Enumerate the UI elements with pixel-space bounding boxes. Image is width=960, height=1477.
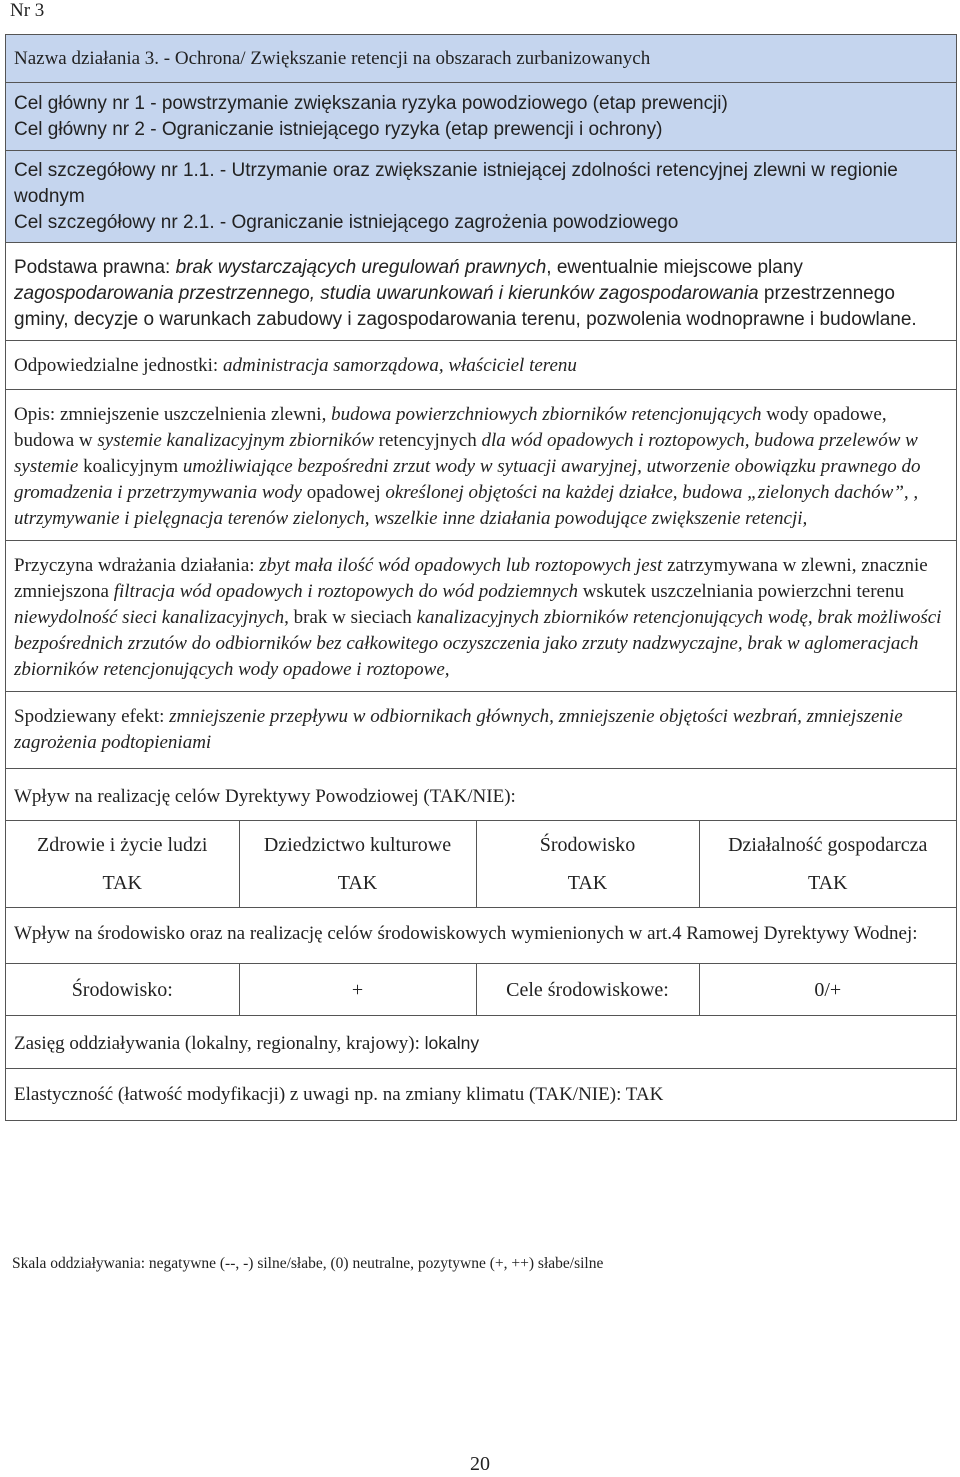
cause-italic-3: niewydolność sieci kanalizacyjnych	[14, 607, 285, 628]
expected-effect-value: zmniejszenie przepływu w odbiornikach głównych, zmniejszenie objętości wezbrań, zmniejszenie zagrożenia podtopieniami	[14, 706, 903, 753]
flood-column-environment	[476, 821, 699, 907]
flood-directive-label: Wpływ na realizację celów Dyrektywy Powodziowej (TAK/NIE):	[6, 769, 957, 821]
flood-column-value: TAK	[807, 872, 848, 894]
flood-column-economy	[699, 821, 956, 907]
description-label: Opis:	[14, 404, 60, 425]
water-directive-table	[6, 964, 956, 1015]
responsible-label: Odpowiedzialne jednostki:	[14, 355, 223, 376]
cause-text-3: , brak w sieciach	[284, 607, 417, 628]
range-value: lokalny	[424, 1033, 480, 1053]
flood-column-value: TAK	[567, 872, 608, 894]
legal-basis-text-1: , ewentualnie miejscowe plany	[546, 257, 803, 278]
responsible-row	[6, 341, 957, 390]
expected-effect-row	[6, 692, 957, 769]
detailed-goals-cell	[6, 151, 957, 243]
page-number: 20	[470, 1453, 490, 1475]
legal-basis-text-2: przestrzennego gminy, decyzje o warunkach zabudowy i zagospodarowania terenu, pozwolenia wodnoprawne i budowlane.	[14, 283, 917, 330]
description-text-2: wody opadowe, budowa w	[14, 404, 887, 451]
cause-row	[6, 541, 957, 692]
responsible-value: administracja samorządowa, właściciel terenu	[222, 355, 577, 376]
flood-column-header: Środowisko	[539, 834, 636, 856]
flood-column-header: Zdrowie i życie ludzi	[37, 834, 208, 856]
action-name-title: Ochrona/ Zwiększanie retencji na obszarach zurbanizowanych	[174, 48, 651, 69]
water-directive-label-row	[6, 908, 957, 964]
main-goals-row	[6, 83, 957, 151]
expected-effect-cell	[6, 692, 957, 769]
environment-label: Środowisko:	[6, 964, 239, 1015]
action-name-row	[6, 35, 957, 83]
flood-column-value: TAK	[102, 872, 142, 894]
legal-basis-italic-1: brak wystarczających uregulowań prawnych	[175, 257, 547, 278]
page-label: Nr 3	[10, 0, 45, 21]
environmental-goals-value: 0/+	[699, 964, 956, 1015]
range-cell	[6, 1016, 957, 1069]
environment-value: +	[239, 964, 476, 1015]
main-goals-cell	[6, 83, 957, 151]
description-text-4: koalicyjnym	[78, 456, 183, 477]
description-cell	[6, 390, 957, 541]
expected-effect-label: Spodziewany efekt:	[14, 706, 170, 727]
detailed-goals-row	[6, 151, 957, 243]
cause-italic-1: zbyt mała ilość wód opadowych lub roztopowych jest	[259, 555, 663, 576]
legal-basis-cell	[6, 243, 957, 341]
flood-column-heritage	[239, 821, 476, 907]
legal-basis-row	[6, 243, 957, 341]
cause-cell	[6, 541, 957, 692]
cause-text-2: wskutek uszczelniania powierzchni terenu	[577, 581, 904, 602]
action-card-table	[5, 34, 957, 1121]
cause-label: Przyczyna wdrażania działania:	[14, 555, 260, 576]
flood-column-health	[6, 821, 239, 907]
flood-directive-table-row	[6, 821, 957, 908]
description-italic-3: dla wód opadowych i roztopowych, budowa przelewów w systemie	[14, 430, 918, 477]
flood-directive-table-cell	[6, 821, 957, 908]
water-directive-table-row	[6, 964, 957, 1016]
detailed-goal-1: Cel szczegółowy nr 1.1. - Utrzymanie oraz zwiększanie istniejącej zdolności retencyjnej zlewni w regionie wodnym	[14, 160, 898, 207]
flexibility-row	[6, 1069, 957, 1121]
flood-directive-label-row	[6, 769, 957, 821]
description-italic-1: budowa powierzchniowych zbiorników retencjonujących	[331, 404, 762, 425]
scale-note: Skala oddziaływania: negatywne (--, -) silne/słabe, (0) neutralne, pozytywne (+, ++) słabe/silne	[12, 1255, 604, 1272]
water-directive-label: Wpływ na środowisko oraz na realizację celów środowiskowych wymienionych w art.4 Ramowej Dyrektywy Wodnej:	[6, 908, 957, 964]
flood-directive-table	[6, 821, 956, 907]
description-text-3: retencyjnych	[373, 430, 482, 451]
cause-italic-4: kanalizacyjnych zbiorników retencjonujących wodę, brak możliwości bezpośrednich zrzutów do odbiorników bez całkowitego oczyszczenia jako zrzuty nadzwyczajne, brak w aglomeracjach zbiorników retencjonujących wody opadowe i roztopowe,	[14, 607, 942, 680]
flood-column-header: Dziedzictwo kulturowe	[263, 834, 452, 856]
description-row	[6, 390, 957, 541]
description-text-1: zmniejszenie uszczelnienia zlewni,	[59, 404, 332, 425]
range-label: Zasięg oddziaływania (lokalny, regionalny, krajowy):	[14, 1033, 425, 1054]
range-row	[6, 1016, 957, 1069]
cause-text-1: zatrzymywana w zlewni, znacznie zmniejszona	[14, 555, 928, 602]
legal-basis-italic-2: zagospodarowania przestrzennego, studia uwarunkowań i kierunków zagospodarowania	[14, 283, 759, 304]
responsible-cell	[6, 341, 957, 390]
description-italic-4: umożliwiające bezpośredni zrzut wody w sytuacji awaryjnej, utworzenie obowiązku prawnego do gromadzenia i przetrzymywania wody	[14, 456, 921, 503]
flood-directive-columns	[6, 821, 956, 907]
description-italic-2: systemie kanalizacyjnym zbiorników	[97, 430, 374, 451]
flexibility-cell: Elastyczność (łatwość modyfikacji) z uwagi np. na zmiany klimatu (TAK/NIE): TAK	[6, 1069, 957, 1121]
legal-basis-label: Podstawa prawna:	[14, 257, 176, 278]
action-name-prefix: Nazwa działania 3. -	[14, 48, 175, 69]
description-text-5: opadowej	[301, 482, 386, 503]
description-italic-5: określonej objętości na każdej działce, budowa „zielonych dachów”, , utrzymywanie i pielęgnacja terenów zielonych, wszelkie inne działania powodujące zwiększenie retencji,	[14, 482, 919, 529]
detailed-goal-2: Cel szczegółowy nr 2.1. - Ograniczanie istniejącego zagrożenia powodziowego	[14, 212, 679, 233]
flood-column-value: TAK	[337, 872, 378, 894]
water-directive-table-cell	[6, 964, 957, 1016]
main-goal-2: Cel główny nr 2 - Ograniczanie istniejącego ryzyka (etap prewencji i ochrony)	[14, 119, 663, 140]
main-goal-1: Cel główny nr 1 - powstrzymanie zwiększania ryzyka powodziowego (etap prewencji)	[14, 93, 728, 114]
action-name-cell	[6, 35, 957, 83]
cause-italic-2: filtracja wód opadowych i roztopowych do wód podziemnych	[113, 581, 578, 602]
flood-column-header: Działalność gospodarcza	[728, 834, 928, 856]
environmental-goals-label: Cele środowiskowe:	[476, 964, 699, 1015]
